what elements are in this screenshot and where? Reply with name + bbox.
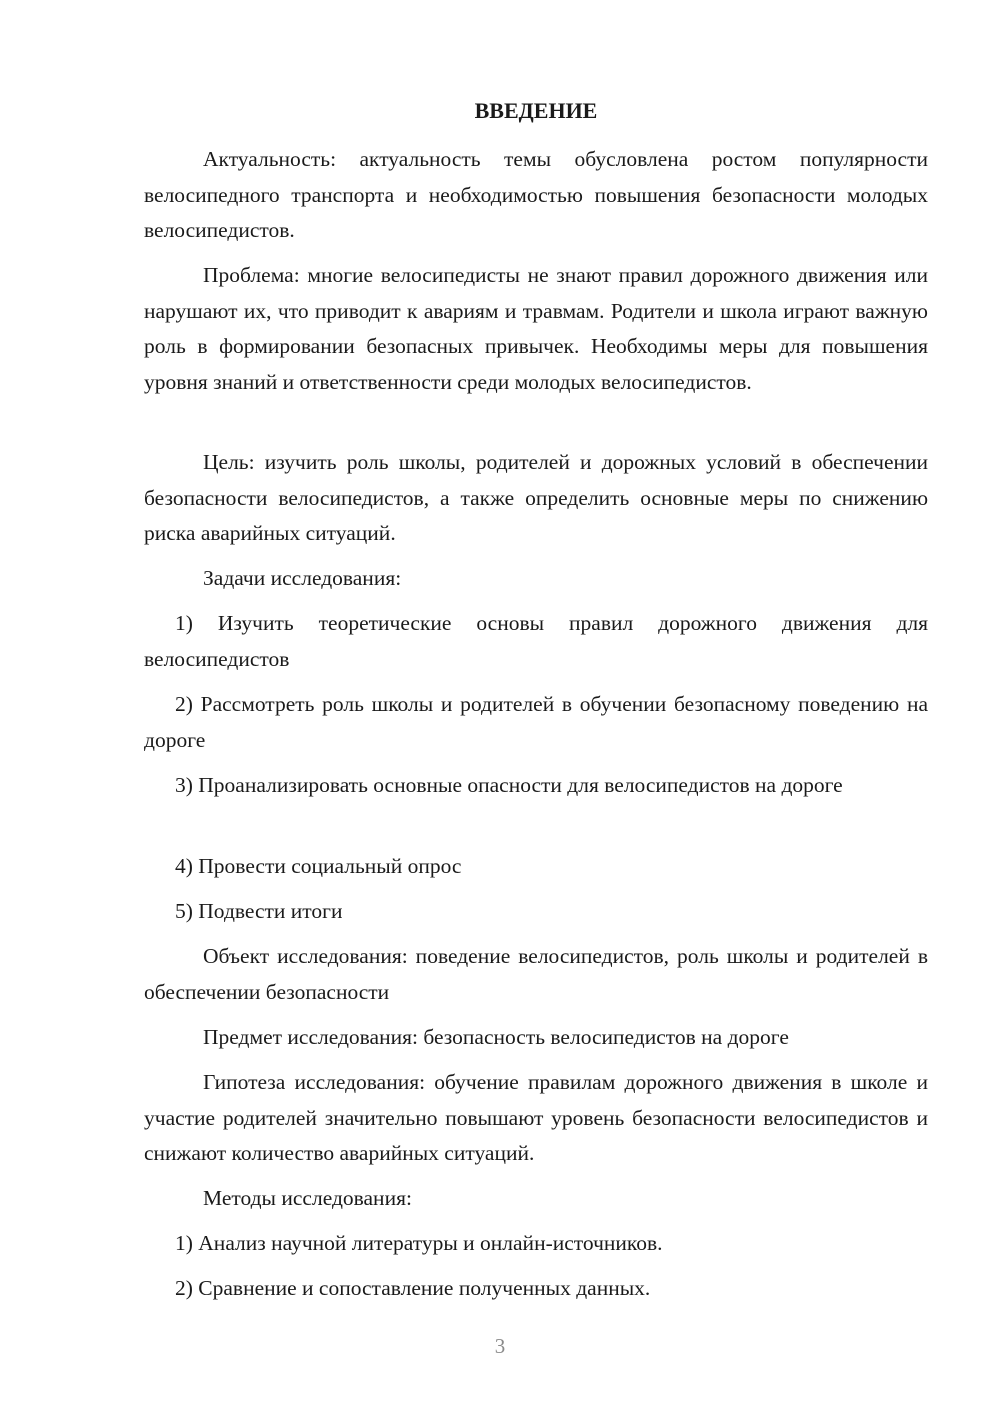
method-item-1: 1) Анализ научной литературы и онлайн-источников.: [175, 1231, 663, 1255]
paragraph-goal: Цель: изучить роль школы, родителей и дорожных условий в обеспечении безопасности велосипедистов, а также определить основные меры по снижению риска аварийных ситуаций.: [144, 450, 928, 545]
task-item-4: 4) Провести социальный опрос: [175, 854, 462, 878]
task-item-3: 3) Проанализировать основные опасности для велосипедистов на дороге: [175, 773, 843, 797]
paragraph-problem: Проблема: многие велосипедисты не знают правил дорожного движения или нарушают их, что приводит к авариям и травмам. Родители и школа играют важную роль в формировании безопасных привычек. Необходимы меры для повышения уровня знаний и ответственности среди молодых велосипедистов.: [144, 263, 928, 394]
paragraph-subject: Предмет исследования: безопасность велосипедистов на дороге: [203, 1025, 789, 1049]
paragraph-relevance: Актуальность: актуальность темы обусловлена ростом популярности велосипедного транспорта и необходимостью повышения безопасности молодых велосипедистов.: [144, 147, 928, 242]
paragraph-object: Объект исследования: поведение велосипедистов, роль школы и родителей в обеспечении безопасности: [144, 944, 928, 1004]
method-item-2: 2) Сравнение и сопоставление полученных данных.: [175, 1276, 651, 1300]
page-number: 3: [494, 1334, 506, 1358]
paragraph-hypothesis: Гипотеза исследования: обучение правилам дорожного движения в школе и участие родителей значительно повышают уровень безопасности велосипедистов и снижают количество аварийных ситуаций.: [144, 1070, 928, 1165]
task-item-2: 2) Рассмотреть роль школы и родителей в обучении безопасному поведению на дороге: [144, 692, 928, 752]
task-item-1: 1) Изучить теоретические основы правил дорожного движения для велосипедистов: [144, 611, 928, 671]
page-title: ВВЕДЕНИЕ: [474, 98, 598, 123]
task-item-5: 5) Подвести итоги: [175, 899, 343, 923]
methods-heading: Методы исследования:: [203, 1186, 412, 1210]
tasks-heading: Задачи исследования:: [203, 566, 402, 590]
